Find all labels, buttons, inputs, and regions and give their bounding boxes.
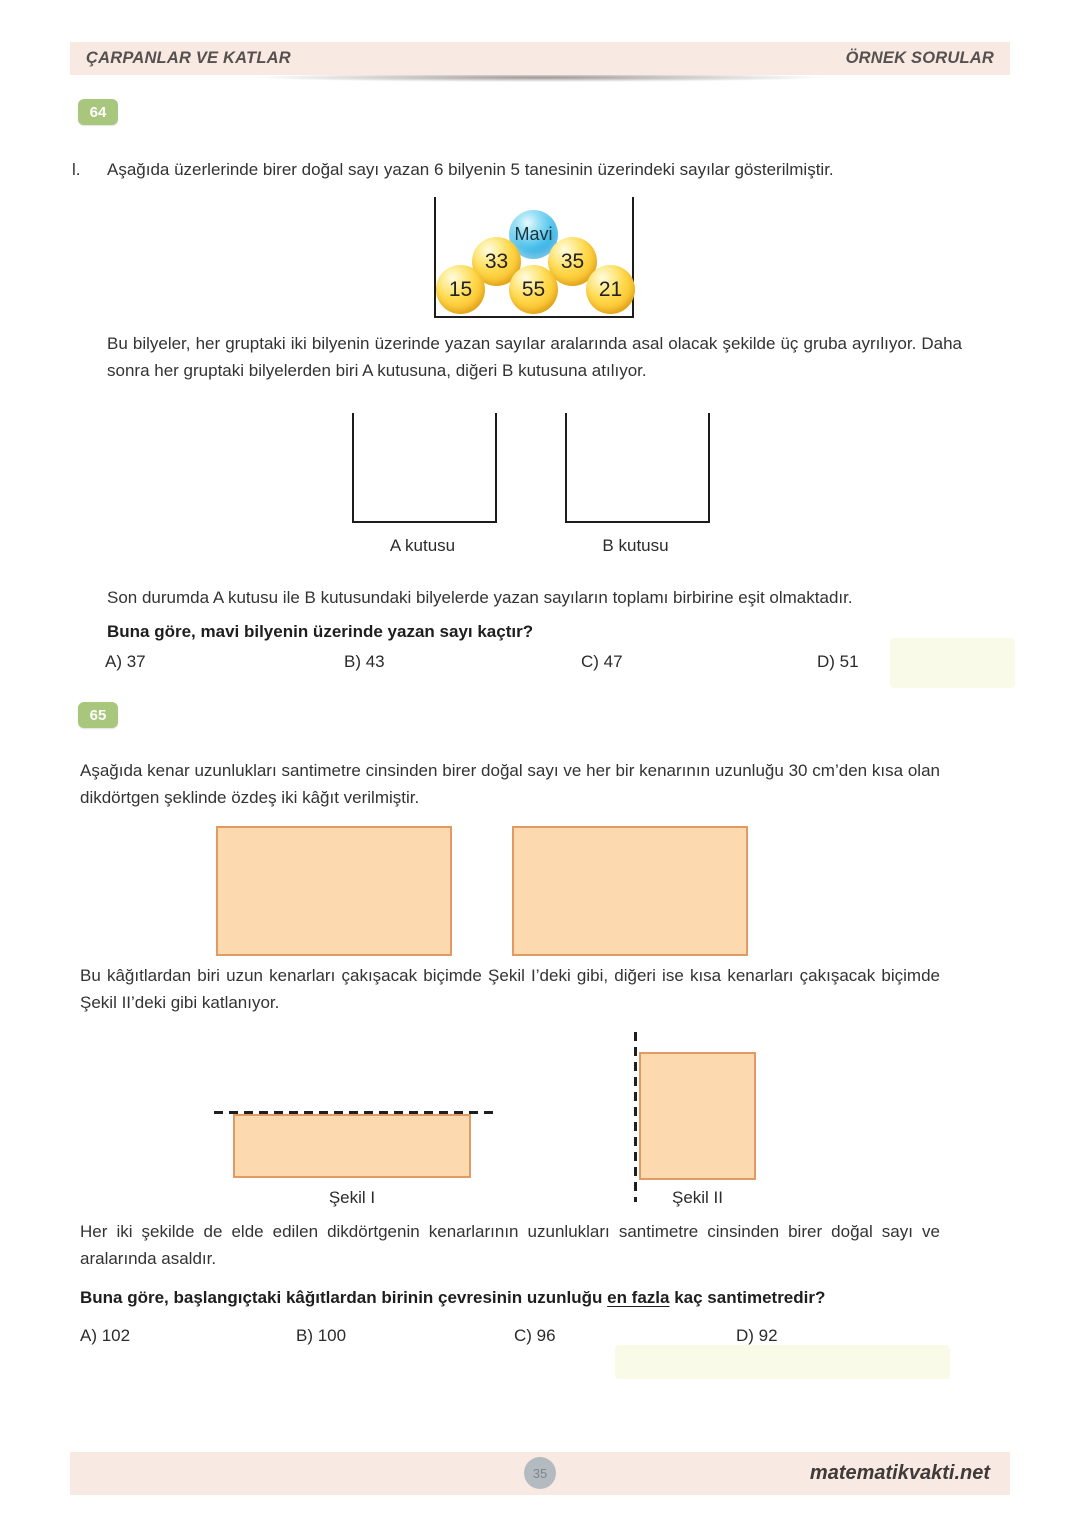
question-65-paragraph-3: Her iki şekilde de elde edilen dikdörtgenin kenarlarının uzunlukları santimetre cinsinden birer doğal sayı ve aralarında asaldır. xyxy=(80,1222,940,1268)
question-64-badge: 64 xyxy=(78,99,118,125)
marble-33: 33 xyxy=(472,237,521,286)
marble-35: 35 xyxy=(548,237,597,286)
marble-blue-mavi: Mavi xyxy=(509,210,558,259)
marble-55: 55 xyxy=(509,265,558,314)
question-64-option-b: B) 43 xyxy=(344,652,385,671)
question-65-paragraph-1: Aşağıda kenar uzunlukları santimetre cinsinden birer doğal sayı ve her bir kenarının uzunluğu 30 cm’den kısa olan dikdörtgen şeklinde özdeş iki kâğıt verilmiştir. xyxy=(80,761,940,807)
question-65-badge: 65 xyxy=(78,702,118,728)
folded-paper-figure-2 xyxy=(639,1052,756,1180)
fold-line-vertical xyxy=(634,1032,637,1202)
question-64-number-marker: l. xyxy=(72,160,81,179)
box-b-label: B kutusu xyxy=(602,536,669,555)
prompt-suffix: kaç santimetredir? xyxy=(669,1288,826,1307)
question-64-option-c: C) 47 xyxy=(581,652,623,671)
paper-sheet-2 xyxy=(512,826,748,956)
question-64-option-d: D) 51 xyxy=(817,652,859,671)
question-65-paragraph-2: Bu kâğıtlardan biri uzun kenarları çakışacak biçimde Şekil I’deki gibi, diğeri ise kısa kenarları çakışacak biçimde Şekil II’deki gibi katlanıyor. xyxy=(80,966,940,1012)
site-name: matematikvakti.net xyxy=(809,1462,990,1484)
box-a-label: A kutusu xyxy=(389,536,456,555)
question-64-option-a: A) 37 xyxy=(105,652,146,671)
marble-container-figure xyxy=(434,197,634,318)
header-right-title: ÖRNEK SORULAR xyxy=(845,49,994,67)
paper-sheet-1 xyxy=(216,826,452,956)
page-number-badge: 35 xyxy=(524,1457,556,1489)
prompt-underlined-phrase: en fazla xyxy=(607,1288,670,1307)
question-65-prompt xyxy=(80,1284,960,1311)
prompt-prefix: Buna göre, başlangıçtaki kâğıtlardan birinin çevresinin uzunluğu xyxy=(80,1288,608,1307)
folded-paper-figure-1 xyxy=(233,1114,471,1178)
marble-15: 15 xyxy=(436,265,485,314)
fold-line-horizontal xyxy=(214,1111,498,1114)
marble-21: 21 xyxy=(586,265,635,314)
figure-2-label: Şekil II xyxy=(671,1188,724,1207)
box-a-figure xyxy=(352,413,497,523)
question-64-prompt: Buna göre, mavi bilyenin üzerinde yazan sayı kaçtır? xyxy=(107,622,534,641)
scan-highlight-artifact xyxy=(615,1345,950,1379)
question-65-option-a: A) 102 xyxy=(80,1326,131,1345)
question-64-intro: Aşağıda üzerlerinde birer doğal sayı yazan 6 bilyenin 5 tanesinin üzerindeki sayılar gösterilmiştir. xyxy=(107,160,834,179)
question-65-option-c: C) 96 xyxy=(514,1326,556,1345)
figure-1-label: Şekil I xyxy=(328,1188,376,1207)
question-64-paragraph-1: Bu bilyeler, her gruptaki iki bilyenin üzerinde yazan sayılar aralarında asal olacak şekilde üç gruba ayrılıyor. Daha sonra her gruptaki bilyelerden biri A kutusuna, diğeri B kutusuna atılıyor. xyxy=(107,334,962,380)
scan-highlight-artifact xyxy=(890,638,1015,688)
question-64-paragraph-2: Son durumda A kutusu ile B kutusundaki bilyelerde yazan sayıların toplamı birbirine eşit olmaktadır. xyxy=(107,588,853,607)
page-footer xyxy=(70,1452,1010,1495)
page-header xyxy=(70,42,1010,75)
question-65-option-b: B) 100 xyxy=(296,1326,347,1345)
box-b-figure xyxy=(565,413,710,523)
header-left-title: ÇARPANLAR VE KATLAR xyxy=(86,49,291,67)
question-65-option-d: D) 92 xyxy=(736,1326,778,1345)
